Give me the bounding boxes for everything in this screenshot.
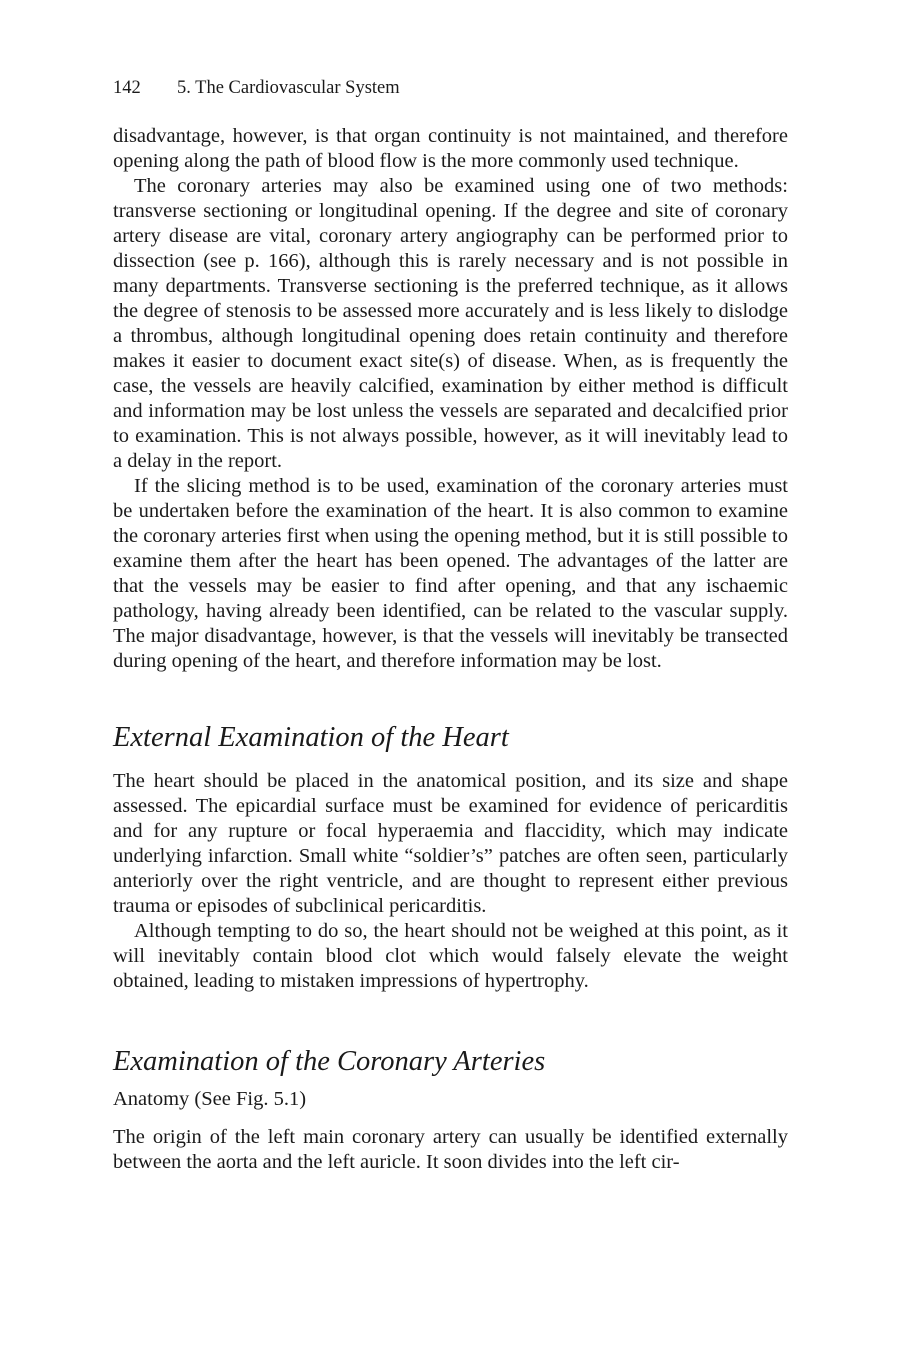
paragraph-anatomical-position: The heart should be placed in the anatomical position, and its size and shape assessed. The epicardial surface must be examined for evidence of pericarditis and for any rupture or focal hyperaemia and flaccidity, which may indicate underlying infarction. Small white “soldier’s” patches are often seen, particularly anteriorly over the right ventricle, and are thought to represent either previous trauma or episodes of subclinical pericarditis. (113, 770, 788, 917)
subheading-anatomy: Anatomy (See Fig. 5.1) (113, 1088, 307, 1110)
heading-external-examination: External Examination of the Heart (113, 722, 509, 753)
section-coronary-arteries (113, 1125, 788, 1175)
heading-coronary-arteries: Examination of the Coronary Arteries (113, 1046, 546, 1077)
paragraph-left-main-coronary: The origin of the left main coronary artery can usually be identified externally between the aorta and the left auricle. It soon divides into the left cir- (113, 1126, 788, 1173)
section-external-examination (113, 769, 788, 994)
paragraph-continuation: disadvantage, however, is that organ continuity is not maintained, and therefore opening along the path of blood flow is the more commonly used technique. (113, 125, 788, 172)
chapter-title: 5. The Cardiovascular System (177, 78, 400, 98)
section-continued (113, 124, 788, 674)
paragraph-coronary-methods: The coronary arteries may also be examined using one of two methods: transverse sectioning or longitudinal opening. If the degree and site of coronary artery disease are vital, coronary artery angiography can be performed prior to dissection (see p. 166), although this is rarely necessary and is not possible in many departments. Transverse sectioning is the preferred technique, as it allows the degree of stenosis to be assessed more accurately and is less likely to dislodge a thrombus, although longitudinal opening does retain continuity and therefore makes it easier to document exact site(s) of disease. When, as is frequently the case, the vessels are heavily calcified, examination by either method is difficult and information may be lost unless the vessels are separated and decalcified prior to examination. This is not always possible, however, as it will inevitably lead to a delay in the report. (113, 175, 788, 472)
running-head (113, 74, 788, 102)
paragraph-slicing-method: If the slicing method is to be used, examination of the coronary arteries must be undertaken before the examination of the heart. It is also common to examine the coronary arteries first when using the opening method, but it is still possible to examine them after the heart has been opened. The advantages of the latter are that the vessels may be easier to find after opening, and that any ischaemic pathology, having already been identified, can be related to the vascular supply. The major disadvantage, however, is that the vessels will inevitably be transected during opening of the heart, and therefore information may be lost. (113, 475, 788, 672)
page-number: 142 (113, 78, 141, 98)
paragraph-weighing: Although tempting to do so, the heart should not be weighed at this point, as it will inevitably contain blood clot which would falsely elevate the weight obtained, leading to mistaken impressions of hypertrophy. (113, 920, 788, 992)
book-page (113, 74, 788, 1175)
